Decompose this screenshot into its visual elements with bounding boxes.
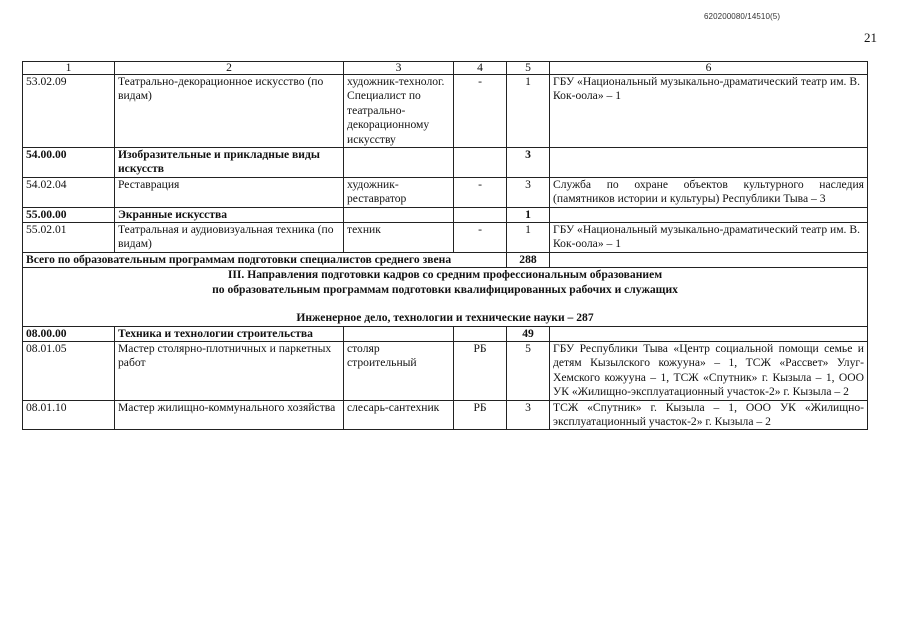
type-cell: РБ (454, 400, 507, 430)
table-row (23, 223, 868, 253)
header-cell: 3 (344, 62, 454, 75)
count-cell: 5 (507, 341, 550, 400)
table-row (23, 400, 868, 430)
employer-cell: Служба по охране объектов культурного наследия (памятников истории и культуры) Республики Тыва – 3 (550, 177, 868, 207)
header-cell: 6 (550, 62, 868, 75)
qualification-cell: столяр строительный (344, 341, 454, 400)
qualification-cell: техник (344, 223, 454, 253)
qualification-cell (344, 148, 454, 178)
employer-cell: ГБУ Республики Тыва «Центр социальной помощи семье и детям Кызылского кожууна» – 1, ТСЖ «Рассвет» Улуг-Хемского кожууна – 1, ТСЖ «Спутник» г. Кызыла – 1, ООО УК «Жилищно-эксплуатационный участок-2» г. Кызыла – 2 (550, 341, 868, 400)
code-cell: 54.02.04 (23, 177, 115, 207)
code-cell: 54.00.00 (23, 148, 115, 178)
name-cell: Изобразительные и прикладные виды искусств (115, 148, 344, 178)
type-cell (454, 207, 507, 222)
table-row (23, 207, 868, 222)
count-cell: 3 (507, 177, 550, 207)
total-count: 288 (507, 252, 550, 267)
type-cell: - (454, 223, 507, 253)
name-cell: Театральная и аудиовизуальная техника (по видам) (115, 223, 344, 253)
qualification-cell: художник-реставратор (344, 177, 454, 207)
qualification-cell (344, 326, 454, 341)
code-cell: 55.00.00 (23, 207, 115, 222)
section-title-line: по образовательным программам подготовки квалифицированных рабочих и служащих (212, 282, 678, 296)
employer-cell: ГБУ «Национальный музыкально-драматический театр им. В. Кок-оола» – 1 (550, 223, 868, 253)
name-cell: Мастер столярно-плотничных и паркетных работ (115, 341, 344, 400)
table-row (23, 341, 868, 400)
header-cell: 2 (115, 62, 344, 75)
employer-cell (550, 207, 868, 222)
count-cell: 1 (507, 207, 550, 222)
section-title-line: III. Направления подготовки кадров со средним профессиональным образованием (227, 268, 663, 282)
type-cell (454, 148, 507, 178)
employer-cell (550, 252, 868, 267)
qualification-cell (344, 207, 454, 222)
qualification-cell: художник-технолог. Специалист по театрально-декорационному искусству (344, 75, 454, 148)
employer-cell: ТСЖ «Спутник» г. Кызыла – 1, ООО УК «Жилищно-эксплуатационный участок-2» г. Кызыла – 2 (550, 400, 868, 430)
employer-cell: ГБУ «Национальный музыкально-драматический театр им. В. Кок-оола» – 1 (550, 75, 868, 148)
name-cell: Техника и технологии строительства (115, 326, 344, 341)
count-cell: 1 (507, 223, 550, 253)
training-table (22, 61, 868, 430)
header-cell: 5 (507, 62, 550, 75)
code-cell: 53.02.09 (23, 75, 115, 148)
code-cell: 08.00.00 (23, 326, 115, 341)
table-row (23, 326, 868, 341)
table-row (23, 75, 868, 148)
total-row (23, 252, 868, 267)
header-row (23, 62, 868, 75)
name-cell: Экранные искусства (115, 207, 344, 222)
section-row (23, 268, 868, 326)
name-cell: Мастер жилищно-коммунального хозяйства (115, 400, 344, 430)
employer-cell (550, 326, 868, 341)
code-cell: 55.02.01 (23, 223, 115, 253)
type-cell: РБ (454, 341, 507, 400)
type-cell: - (454, 75, 507, 148)
count-cell: 3 (507, 400, 550, 430)
name-cell: Реставрация (115, 177, 344, 207)
header-cell: 1 (23, 62, 115, 75)
total-label: Всего по образовательным программам подготовки специалистов среднего звена (23, 252, 507, 267)
code-cell: 08.01.05 (23, 341, 115, 400)
section-subtitle: Инженерное дело, технологии и технические науки – 287 (296, 311, 594, 325)
type-cell: - (454, 177, 507, 207)
document-id: 620200080/14510(5) (704, 12, 781, 21)
count-cell: 3 (507, 148, 550, 178)
code-cell: 08.01.10 (23, 400, 115, 430)
header-cell: 4 (454, 62, 507, 75)
table-row (23, 148, 868, 178)
name-cell: Театрально-декорационное искусство (по видам) (115, 75, 344, 148)
type-cell (454, 326, 507, 341)
qualification-cell: слесарь-сантехник (344, 400, 454, 430)
page-number: 21 (864, 30, 877, 45)
table-row (23, 177, 868, 207)
section-heading (23, 268, 868, 326)
count-cell: 1 (507, 75, 550, 148)
count-cell: 49 (507, 326, 550, 341)
employer-cell (550, 148, 868, 178)
